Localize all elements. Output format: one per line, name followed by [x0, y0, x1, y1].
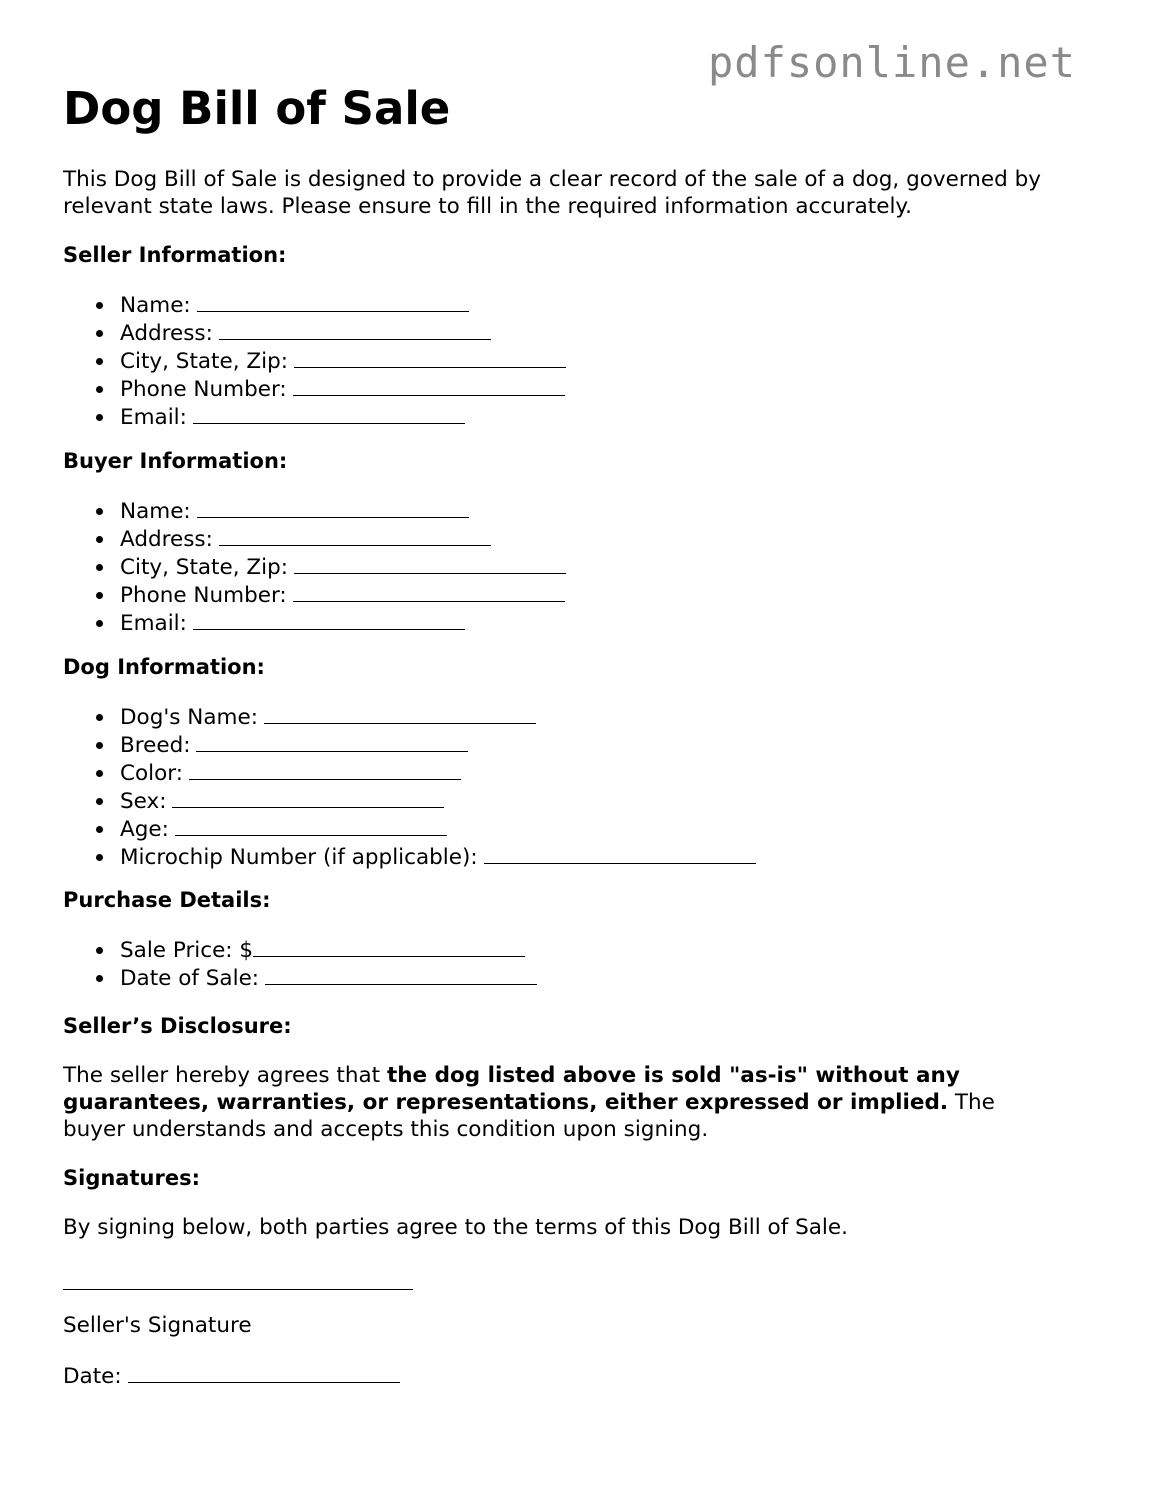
buyer-city-state-zip-field[interactable]: [63, 553, 566, 581]
field-label: Microchip Number (if applicable):: [120, 845, 478, 870]
signatures-heading: Signatures:: [63, 1166, 200, 1190]
purchase-details-list: [63, 936, 537, 992]
field-label: Address:: [120, 321, 213, 346]
page-title: Dog Bill of Sale: [63, 82, 451, 135]
seller-email-field[interactable]: [63, 403, 566, 431]
dog-info-list: [63, 703, 756, 871]
seller-city-state-zip-field[interactable]: [63, 347, 566, 375]
field-label: Date of Sale:: [120, 966, 260, 991]
field-label: Name:: [120, 293, 191, 318]
field-label: Breed:: [120, 733, 191, 758]
dog-sex-field[interactable]: [63, 787, 756, 815]
field-label: Color:: [120, 761, 183, 786]
blank-line[interactable]: [193, 403, 465, 424]
blank-line[interactable]: [196, 731, 468, 752]
field-label: Sex:: [120, 789, 167, 814]
blank-line[interactable]: [172, 787, 444, 808]
watermark: pdfsonline.net: [708, 38, 1077, 87]
field-label: Date:: [63, 1364, 122, 1389]
buyer-info-heading: Buyer Information:: [63, 449, 288, 473]
disclosure-text-bold: the dog listed above is sold "as-is" without any guarantees, warranties, or representations, either expressed or implied.: [63, 1063, 960, 1115]
field-label: Name:: [120, 499, 191, 524]
field-label: Dog's Name:: [120, 705, 258, 730]
blank-line[interactable]: [293, 581, 565, 602]
blank-line[interactable]: [294, 347, 566, 368]
sale-price-field[interactable]: [63, 936, 537, 964]
seller-signature-label: Seller's Signature: [63, 1313, 252, 1338]
signature-date-field[interactable]: [63, 1362, 1063, 1390]
seller-address-field[interactable]: [63, 319, 566, 347]
blank-line[interactable]: [197, 291, 469, 312]
blank-line[interactable]: [264, 703, 536, 724]
field-label: City, State, Zip:: [120, 349, 288, 374]
blank-line[interactable]: [219, 525, 491, 546]
blank-line[interactable]: [484, 843, 756, 864]
field-label: Age:: [120, 817, 169, 842]
seller-info-list: [63, 291, 566, 431]
field-label: Sale Price: $: [120, 938, 254, 963]
field-label: Email:: [120, 611, 187, 636]
date-of-sale-field[interactable]: [63, 964, 537, 992]
purchase-details-heading: Purchase Details:: [63, 888, 271, 912]
disclosure-heading: Seller’s Disclosure:: [63, 1014, 292, 1038]
dog-microchip-field[interactable]: [63, 843, 756, 871]
seller-name-field[interactable]: [63, 291, 566, 319]
dog-age-field[interactable]: [63, 815, 756, 843]
blank-line[interactable]: [294, 553, 566, 574]
seller-info-heading: Seller Information:: [63, 243, 287, 267]
intro-paragraph: This Dog Bill of Sale is designed to provide a clear record of the sale of a dog, governed by relevant state laws. Please ensure to fill in the required information accurately.: [63, 167, 1041, 219]
blank-line[interactable]: [293, 375, 565, 396]
blank-line[interactable]: [193, 609, 465, 630]
disclosure-text-before: The seller hereby agrees that: [63, 1063, 387, 1088]
dog-name-field[interactable]: [63, 703, 756, 731]
blank-line[interactable]: [265, 964, 537, 985]
field-label: Phone Number:: [120, 583, 287, 608]
buyer-info-list: [63, 497, 566, 637]
disclosure-text-after: The buyer understands and accepts this condition upon signing.: [63, 1090, 995, 1142]
buyer-address-field[interactable]: [63, 525, 566, 553]
buyer-name-field[interactable]: [63, 497, 566, 525]
buyer-email-field[interactable]: [63, 609, 566, 637]
field-label: Address:: [120, 527, 213, 552]
blank-line[interactable]: [189, 759, 461, 780]
seller-signature-line[interactable]: [63, 1272, 413, 1290]
blank-line[interactable]: [197, 497, 469, 518]
dog-breed-field[interactable]: [63, 731, 756, 759]
field-label: Email:: [120, 405, 187, 430]
buyer-phone-field[interactable]: [63, 581, 566, 609]
seller-phone-field[interactable]: [63, 375, 566, 403]
dog-info-heading: Dog Information:: [63, 655, 265, 679]
blank-line[interactable]: [253, 936, 525, 957]
field-label: Phone Number:: [120, 377, 287, 402]
blank-line[interactable]: [219, 319, 491, 340]
disclosure-paragraph: [63, 1062, 1063, 1143]
blank-line[interactable]: [175, 815, 447, 836]
dog-color-field[interactable]: [63, 759, 756, 787]
signatures-statement: By signing below, both parties agree to the terms of this Dog Bill of Sale.: [63, 1215, 848, 1240]
field-label: City, State, Zip:: [120, 555, 288, 580]
blank-line[interactable]: [128, 1362, 400, 1383]
